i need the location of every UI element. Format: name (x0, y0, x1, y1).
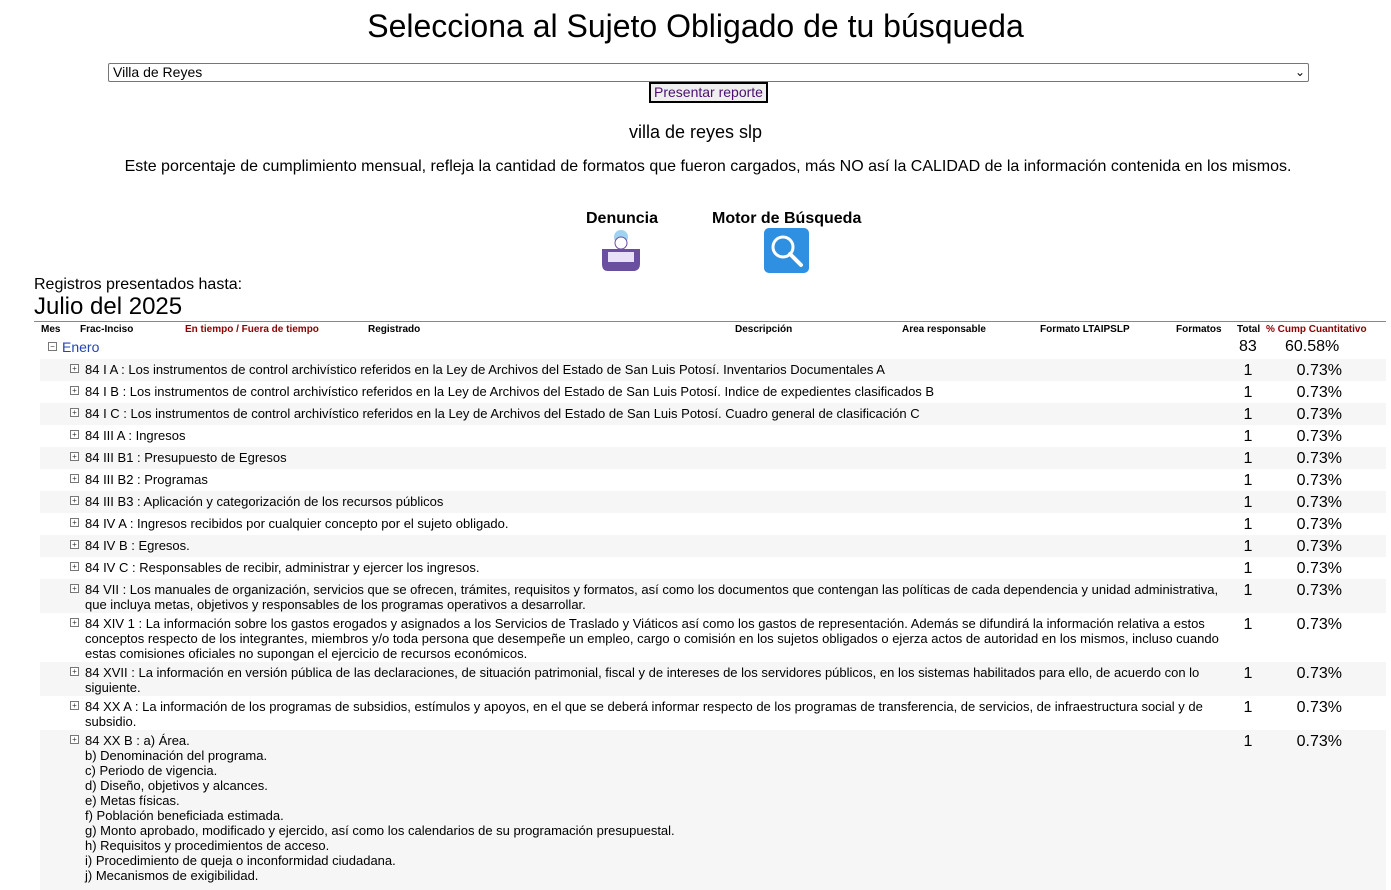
header-divider (34, 321, 1386, 322)
col-tiempo: En tiempo / Fuera de tiempo (185, 324, 319, 335)
denuncia-icon[interactable] (600, 228, 642, 273)
fraction-total: 1 (1243, 450, 1253, 467)
fraction-pct: 0.73% (1296, 582, 1342, 599)
fraction-pct: 0.73% (1296, 428, 1342, 445)
col-formatos: Formatos (1176, 324, 1222, 335)
expand-icon[interactable]: + (70, 364, 79, 373)
fraction-total: 1 (1243, 384, 1253, 401)
fraction-text: 84 XX B : a) Área. b) Denominación del programa. c) Periodo de vigencia. d) Diseño, objetivos y alcances. e) Metas físicas. f) Población beneficiada estimada. g) Monto aprobado, modificado y ejercido, así como los calendarios de su programación presupuestal. h) Requisitos y procedimientos de acceso. i) Procedimiento de queja o inconformidad ciudadana. j) Mecanismos de exigibilidad. (85, 733, 675, 883)
registros-label: Registros presentados hasta: (34, 276, 243, 293)
fraction-pct: 0.73% (1296, 472, 1342, 489)
fraction-pct: 0.73% (1296, 699, 1342, 716)
fraction-pct: 0.73% (1296, 538, 1342, 555)
fraction-text: 84 VII : Los manuales de organización, servicios que se ofrecen, trámites, requisitos y formatos, así como los documentos que contengan las políticas de cada dependencia y unidad administrativa, que incluya metas, objetivos y responsables de los programas operativos a desarrollar. (85, 582, 1219, 612)
fraction-text: 84 III B2 : Programas (85, 472, 208, 487)
col-registrado: Registrado (368, 324, 421, 335)
fraction-total: 1 (1243, 665, 1253, 682)
fraction-text: 84 IV B : Egresos. (85, 538, 190, 553)
fraction-pct: 0.73% (1296, 733, 1342, 750)
list-item[interactable] (40, 359, 1386, 381)
list-item[interactable] (40, 579, 1386, 613)
expand-icon[interactable]: + (70, 518, 79, 527)
motor-busqueda-link[interactable]: Motor de Búsqueda (712, 210, 862, 227)
fraction-total: 1 (1243, 582, 1253, 599)
expand-icon[interactable]: + (70, 540, 79, 549)
fraction-total: 1 (1243, 494, 1253, 511)
fraction-text: 84 III B1 : Presupuesto de Egresos (85, 450, 287, 465)
col-area: Area responsable (902, 324, 986, 335)
list-item[interactable] (40, 513, 1386, 535)
list-item[interactable] (40, 535, 1386, 557)
list-item[interactable] (40, 613, 1386, 662)
list-item[interactable] (40, 425, 1386, 447)
subject-select[interactable] (108, 63, 1309, 82)
fraction-pct: 0.73% (1296, 560, 1342, 577)
list-item[interactable] (40, 491, 1386, 513)
expand-icon[interactable]: + (70, 667, 79, 676)
fraction-total: 1 (1243, 516, 1253, 533)
fraction-text: 84 XX A : La información de los programas de subsidios, estímulos y apoyos, en el que se deberá informar respecto de los programas de transferencia, de servicios, de infraestructura social y de subsidio. (85, 699, 1203, 729)
expand-icon[interactable]: + (70, 452, 79, 461)
search-icon[interactable] (764, 228, 809, 273)
fraction-total: 1 (1243, 538, 1253, 555)
fraction-pct: 0.73% (1296, 516, 1342, 533)
fraction-text: 84 I B : Los instrumentos de control archivístico referidos en la Ley de Archivos del Estado de San Luis Potosí. Indice de expedientes clasificados B (85, 384, 935, 399)
present-report-button[interactable]: Presentar reporte (649, 82, 768, 103)
expand-icon[interactable]: + (70, 584, 79, 593)
fraction-total: 1 (1243, 560, 1253, 577)
fraction-total: 1 (1243, 428, 1253, 445)
fraction-text: 84 IV C : Responsables de recibir, administrar y ejercer los ingresos. (85, 560, 480, 575)
fraction-text: 84 IV A : Ingresos recibidos por cualquier concepto por el sujeto obligado. (85, 516, 509, 531)
fraction-pct: 0.73% (1296, 450, 1342, 467)
list-item[interactable] (40, 662, 1386, 696)
expand-icon[interactable]: + (70, 562, 79, 571)
subject-select-value: Villa de Reyes (113, 64, 203, 80)
month-enero[interactable]: Enero (62, 339, 100, 355)
col-cump: % Cump Cuantitativo (1266, 324, 1367, 335)
list-item[interactable] (40, 730, 1386, 890)
col-mes: Mes (41, 324, 61, 335)
expand-icon[interactable]: + (70, 386, 79, 395)
subject-select-box[interactable] (108, 63, 1309, 82)
fraction-text: 84 III B3 : Aplicación y categorización de los recursos públicos (85, 494, 444, 509)
registros-date: Julio del 2025 (34, 293, 183, 320)
chevron-down-icon[interactable]: ⌄ (1294, 65, 1305, 79)
fraction-total: 1 (1243, 699, 1253, 716)
expand-icon[interactable]: + (70, 735, 79, 744)
compliance-note: Este porcentaje de cumplimiento mensual, refleja la cantidad de formatos que fueron cargados, más NO así la CALIDAD de la información contenida en los mismos. (124, 158, 1292, 175)
col-formato: Formato LTAIPSLP (1040, 324, 1130, 335)
month-pct: 60.58% (1285, 338, 1340, 355)
list-item[interactable] (40, 447, 1386, 469)
fraction-pct: 0.73% (1296, 494, 1342, 511)
collapse-icon[interactable]: − (48, 342, 57, 351)
list-item[interactable] (40, 557, 1386, 579)
month-total: 83 (1239, 338, 1257, 355)
fraction-pct: 0.73% (1296, 362, 1342, 379)
list-item[interactable] (40, 403, 1386, 425)
expand-icon[interactable]: + (70, 618, 79, 627)
list-item[interactable] (40, 696, 1386, 730)
col-descripcion: Descripción (735, 324, 793, 335)
fraction-pct: 0.73% (1296, 384, 1342, 401)
expand-icon[interactable]: + (70, 496, 79, 505)
fraction-text: 84 XIV 1 : La información sobre los gastos erogados y asignados a los Servicios de Traslado y Viáticos así como los gastos de representación. Además se difundirá la información relativa a estos conceptos respecto de los integrantes, miembros y/o toda persona que desempeñe un empleo, cargo o comisión en los sujetos obligados o ejerza actos de autoridad en los mismos, incluso cuando estas comisiones oficiales no supongan el ejercicio de recursos económicos. (85, 616, 1219, 661)
list-item[interactable] (40, 381, 1386, 403)
fraction-text: 84 III A : Ingresos (85, 428, 186, 443)
fraction-total: 1 (1243, 616, 1253, 633)
page-title: Selecciona al Sujeto Obligado de tu búsqueda (367, 8, 1024, 44)
list-item[interactable] (40, 469, 1386, 491)
fraction-text: 84 I C : Los instrumentos de control archivístico referidos en la Ley de Archivos del Estado de San Luis Potosí. Cuadro general de clasificación C (85, 406, 920, 421)
fraction-pct: 0.73% (1296, 665, 1342, 682)
col-total: Total (1237, 324, 1261, 335)
fraction-total: 1 (1243, 362, 1253, 379)
subject-name: villa de reyes slp (628, 122, 763, 142)
denuncia-link[interactable]: Denuncia (586, 210, 659, 227)
fraction-total: 1 (1243, 406, 1253, 423)
fraction-text: 84 XVII : La información en versión pública de las declaraciones, de situación patrimonial, fiscal y de intereses de los servidores públicos, en los sistemas habilitados para ello, de acuerdo con lo siguiente. (85, 665, 1200, 695)
expand-icon[interactable]: + (70, 408, 79, 417)
col-frac: Frac-Inciso (80, 324, 134, 335)
expand-icon[interactable]: + (70, 474, 79, 483)
fraction-text: 84 I A : Los instrumentos de control archivístico referidos en la Ley de Archivos del Estado de San Luis Potosí. Inventarios Documentales A (85, 362, 885, 377)
fraction-pct: 0.73% (1296, 406, 1342, 423)
fraction-total: 1 (1243, 733, 1253, 750)
fraction-pct: 0.73% (1296, 616, 1342, 633)
expand-icon[interactable]: + (70, 430, 79, 439)
fraction-total: 1 (1243, 472, 1253, 489)
expand-icon[interactable]: + (70, 701, 79, 710)
